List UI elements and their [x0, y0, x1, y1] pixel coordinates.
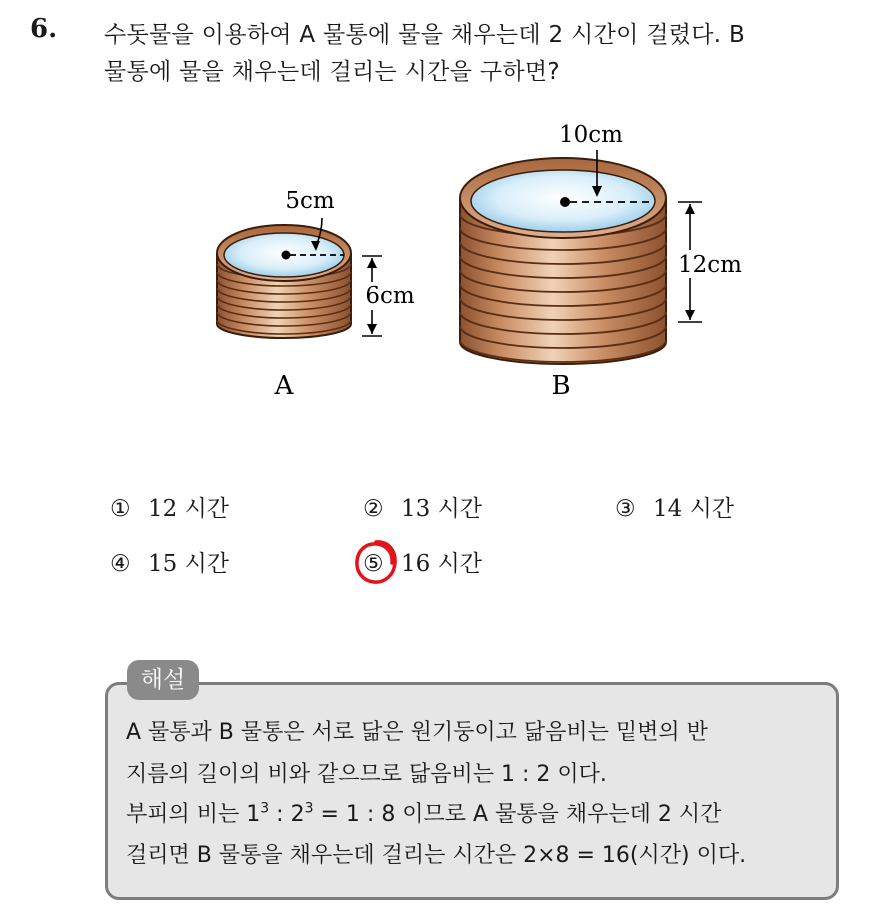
- cylinder-a: [217, 218, 418, 338]
- question-number: 6.: [30, 14, 58, 44]
- choice-3[interactable]: [615, 490, 734, 523]
- answer-circle-mark: [350, 536, 402, 588]
- solution-line2: 지름의 길이의 비와 같으므로 닮음비는 1 : 2 이다.: [126, 762, 607, 787]
- choice-3-mark: ③: [615, 496, 636, 522]
- choice-4-mark: ④: [110, 551, 131, 577]
- label-a-radius: 5cm: [285, 188, 335, 214]
- choice-5-value: 16 시간: [401, 551, 483, 577]
- solution-line4: 걸리면 B 물통을 채우는데 걸리는 시간은 2×8 = 16(시간) 이다.: [126, 843, 747, 868]
- choice-1[interactable]: [110, 490, 229, 523]
- label-b-height: 12cm: [678, 252, 742, 278]
- label-b-radius: 10cm: [559, 122, 623, 148]
- choice-1-value: 12 시간: [148, 496, 230, 522]
- choice-5-mark: ⑤: [363, 551, 384, 577]
- choice-2[interactable]: [363, 490, 482, 523]
- solution-line1: A 물통과 B 물통은 서로 닮은 원기둥이고 닮음비는 밑변의 반: [126, 720, 708, 745]
- solution-line3-c: = 1 : 8 이므로 A 물통을 채우는데 2 시간: [313, 802, 722, 827]
- solution-line3-exp2: 3: [304, 800, 314, 817]
- choice-2-mark: ②: [363, 496, 384, 522]
- question-text-line2: 물통에 물을 채우는데 걸리는 시간을 구하면?: [104, 59, 560, 85]
- cylinders-figure: [0, 0, 884, 420]
- choice-2-value: 13 시간: [401, 496, 483, 522]
- solution-line3-b: : 2: [269, 802, 305, 827]
- choice-4-value: 15 시간: [148, 551, 230, 577]
- choice-4[interactable]: [110, 545, 229, 578]
- solution-line3-exp1: 3: [260, 800, 270, 817]
- solution-tag: 해설: [127, 660, 199, 700]
- question-text-line1: 수돗물을 이용하여 A 물통에 물을 채우는데 2 시간이 걸렸다. B: [104, 22, 746, 48]
- label-a: A: [274, 371, 294, 401]
- solution-line3: [126, 797, 721, 828]
- choice-1-mark: ①: [110, 496, 131, 522]
- label-a-height: 6cm: [365, 283, 415, 309]
- choice-3-value: 14 시간: [653, 496, 735, 522]
- label-b: B: [551, 371, 571, 401]
- solution-line3-a: 부피의 비는 1: [126, 802, 261, 827]
